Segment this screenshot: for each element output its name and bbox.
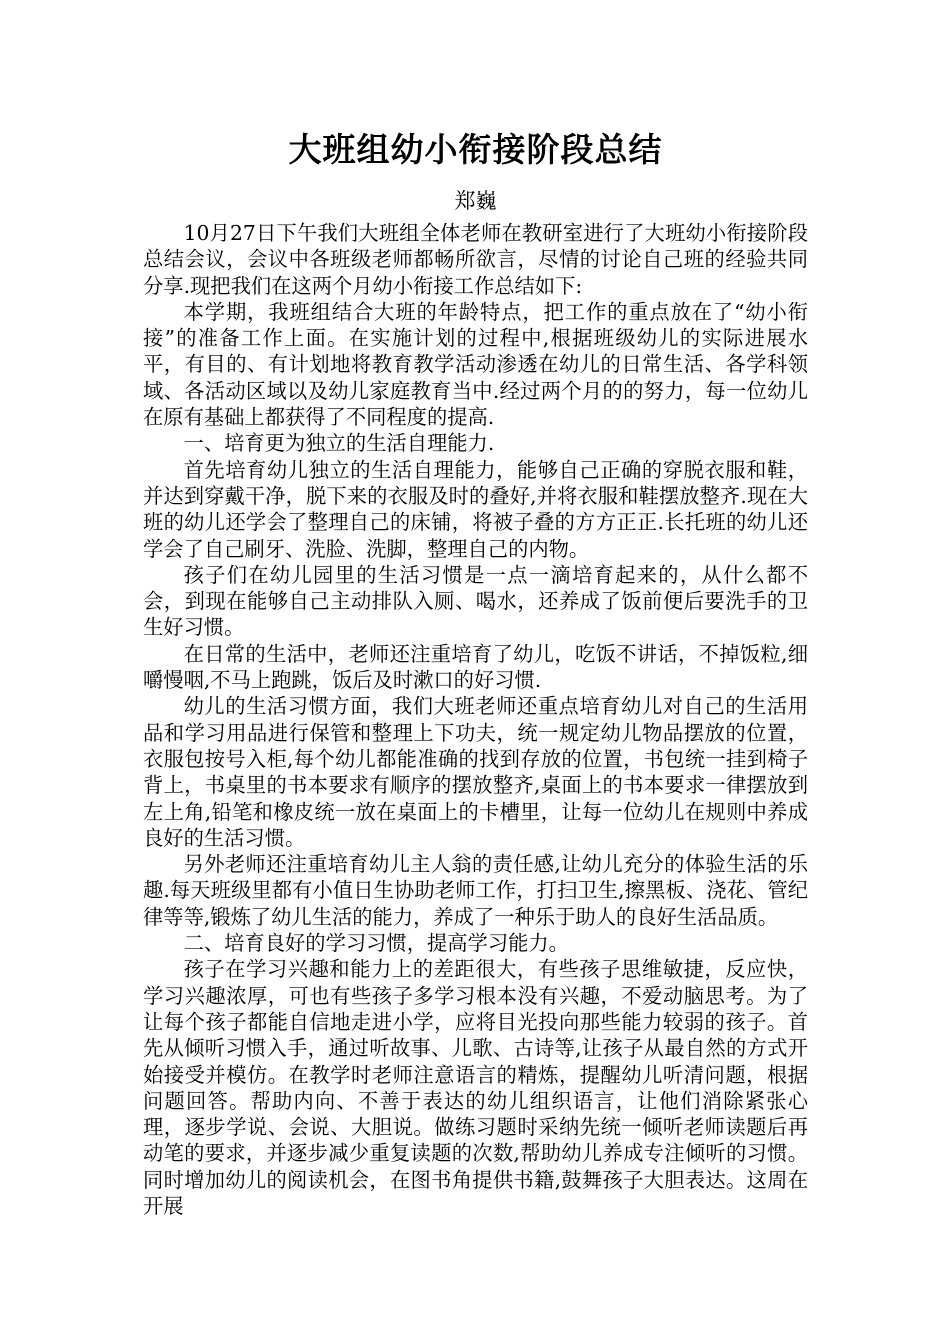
document-page <box>143 128 808 1219</box>
paragraph: 另外老师还注重培育幼儿主人翁的责任感,让幼儿充分的体验生活的乐趣.每天班级里都有小值日生协助老师工作，打扫卫生,擦黑板、浇花、管纪律等等,锻炼了幼儿生活的能力，养成了一种乐于助人的良好生活品质。 <box>143 852 808 929</box>
section-heading: 二、培育良好的学习习惯，提高学习能力。 <box>183 931 569 956</box>
paragraph: 在日常的生活中，老师还注重培育了幼儿，吃饭不讲话，不掉饭粒,细嚼慢咽,不马上跑跳，饭后及时漱口的好习惯. <box>143 641 808 693</box>
paragraph: 孩子在学习兴趣和能力上的差距很大，有些孩子思维敏捷，反应快，学习兴趣浓厚，可也有些孩子多学习根本没有兴趣，不爱动脑思考。为了让每个孩子都能自信地走进小学，应将目光投向那些能力较弱的孩子。首先从倾听习惯入手，通过听故事、儿歌、古诗等,让孩子从最自然的方式开始接受并模仿。在教学时老师注意语言的精炼，提醒幼儿听清问题，根据问题回答。帮助内向、不善于表达的幼儿组织语言，让他们消除紧张心理，逐步学说、会说、大胆说。做练习题时采纳先统一倾听老师读题后再动笔的要求，并逐步减少重复读题的次数,帮助幼儿养成专注倾听的习惯。同时增加幼儿的阅读机会，在图书角提供书籍,鼓舞孩子大胆表达。这周在开展 <box>143 957 808 1218</box>
document-title: 大班组幼小衔接阶段总结 <box>288 130 663 169</box>
paragraph: 孩子们在幼儿园里的生活习惯是一点一滴培育起来的，从什么都不会，到现在能够自己主动排队入厕、喝水，还养成了饭前便后要洗手的卫生好习惯。 <box>143 562 808 640</box>
paragraph: 幼儿的生活习惯方面，我们大班老师还重点培育幼儿对自己的生活用品和学习用品进行保管和整理上下功夫，统一规定幼儿物品摆放的位置，衣服包按号入柜,每个幼儿都能准确的找到存放的位置，书包统一挂到椅子背上，书桌里的书本要求有顺序的摆放整齐,桌面上的书本要求一律摆放到左上角,铅笔和橡皮统一放在桌面上的卡槽里，让每一位幼儿在规则中养成良好的生活习惯。 <box>143 694 808 850</box>
paragraph: 本学期，我班组结合大班的年龄特点，把工作的重点放在了“幼小衔接”的准备工作上面。在实施计划的过程中,根据班级幼儿的实际进展水平，有目的、有计划地将教育教学活动渗透在幼儿的日常生活、各学科领域、各活动区域以及幼儿家庭教育当中.经过两个月的的努力，每一位幼儿在原有基础上都获得了不同程度的提高. <box>143 299 808 430</box>
paragraph: 首先培育幼儿独立的生活自理能力，能够自己正确的穿脱衣服和鞋，并达到穿戴干净，脱下来的衣服及时的叠好,并将衣服和鞋摆放整齐.现在大班的幼儿还学会了整理自己的床铺，将被子叠的方方正正.长托班的幼儿还学会了自己刷牙、洗脸、洗脚，整理自己的内物。 <box>143 457 808 561</box>
document-body <box>143 220 808 1219</box>
paragraph: 10月27日下午我们大班组全体老师在教研室进行了大班幼小衔接阶段总结会议，会议中各班级老师都畅所欲言，尽情的讨论自己班的经验共同分享.现把我们在这两个月幼小衔接工作总结如下: <box>143 221 808 298</box>
section-heading: 一、培育更为独立的生活自理能力. <box>183 431 495 456</box>
document-author: 郑巍 <box>454 189 497 213</box>
